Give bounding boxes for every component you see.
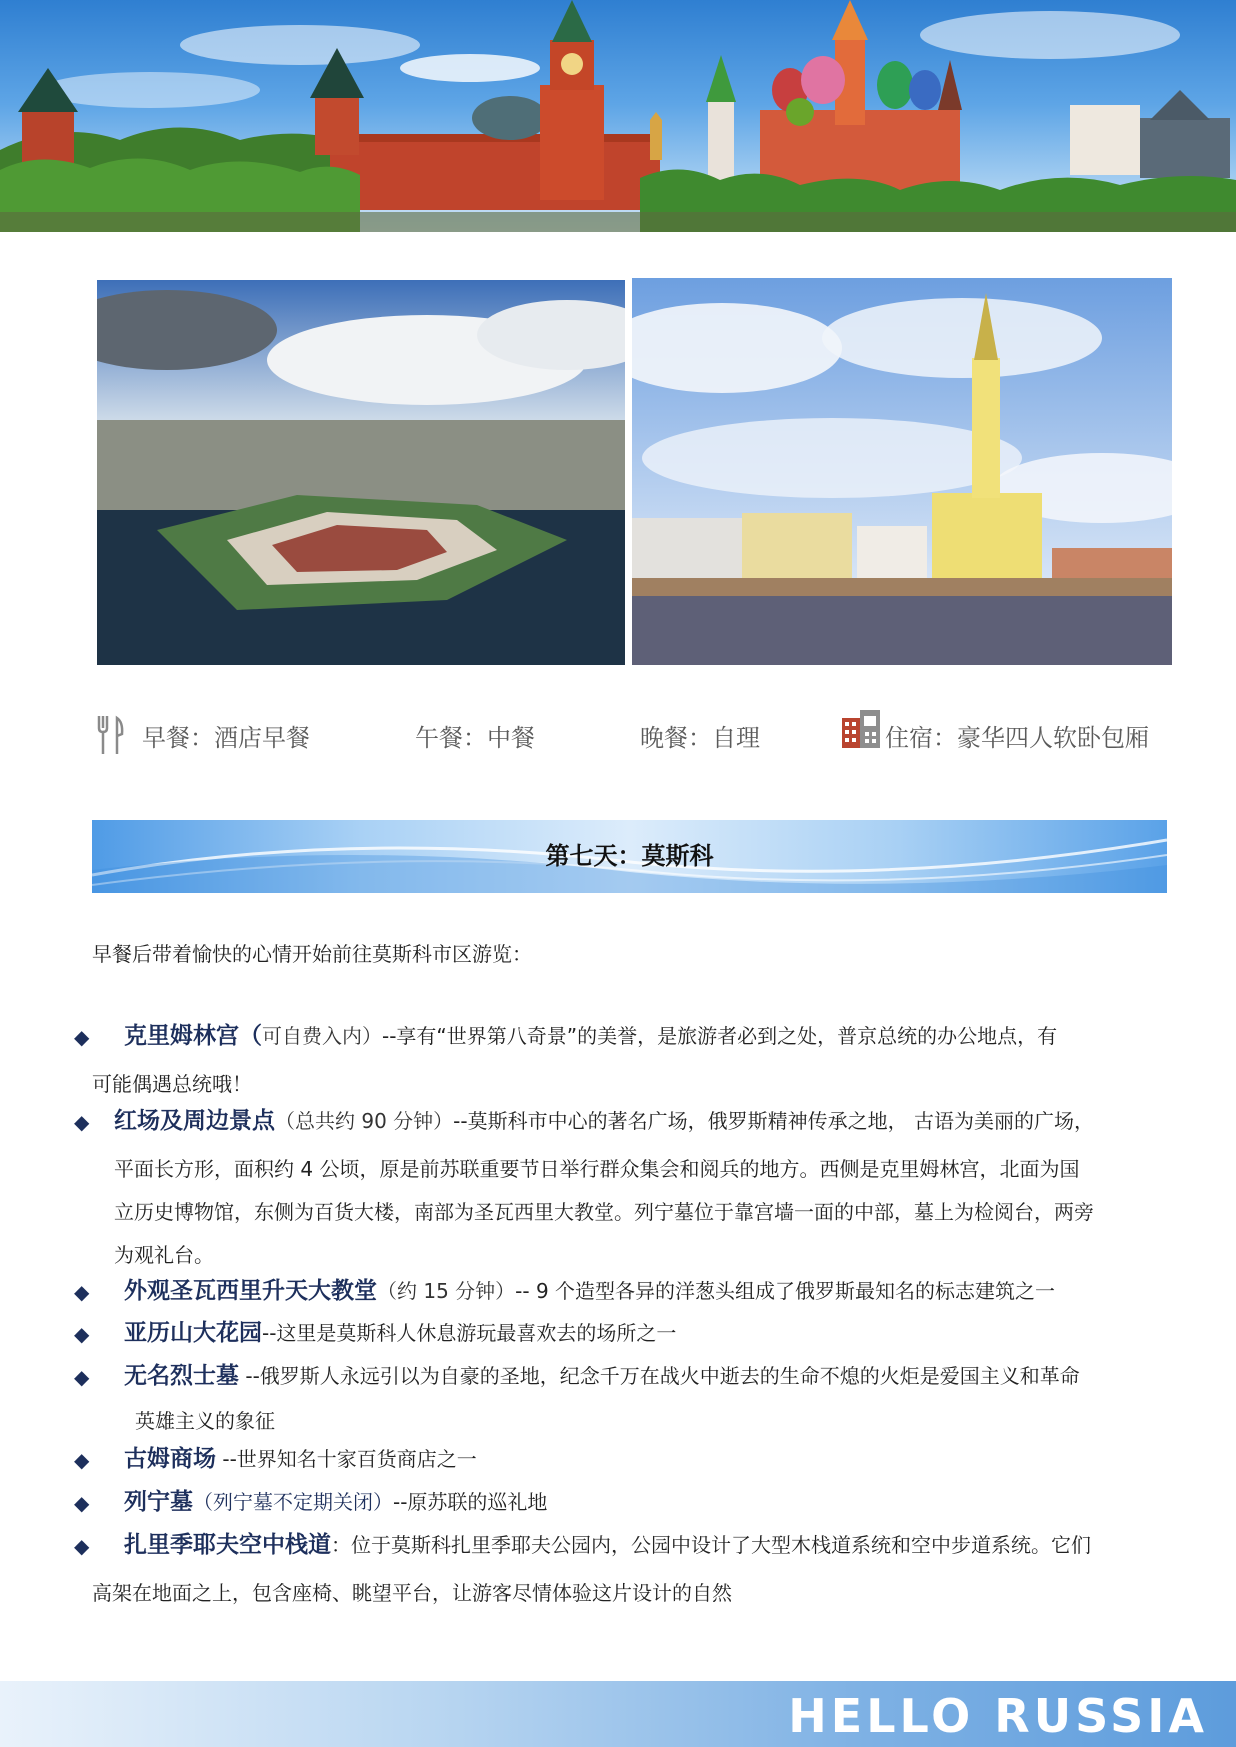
footer-bar <box>0 1681 1236 1747</box>
attraction-desc-continued: 高架在地面之上，包含座椅、眺望平台，让游客尽情体验这片设计的自然 <box>92 1581 732 1605</box>
photo-peter-and-paul-cathedral <box>632 278 1172 665</box>
breakfast-info <box>142 718 310 753</box>
bullet-icon: ◆ <box>74 1365 90 1389</box>
attraction-name: 红场及周边景点 <box>114 1108 275 1134</box>
attraction-name: 外观圣瓦西里升天大教堂 <box>124 1278 377 1304</box>
attraction-desc-continued: 可能偶遇总统哦！ <box>92 1072 252 1096</box>
fork-knife-icon <box>95 714 125 756</box>
attraction-desc-continued: 平面长方形，面积约 4 公顷，原是前苏联重要节日举行群众集会和阅兵的地方。西侧是克里姆林宫，北面为国 <box>114 1157 1080 1181</box>
photo-saint-petersburg-aerial <box>97 280 625 665</box>
attraction-note: 可自费入内） <box>262 1024 382 1048</box>
bullet-icon: ◆ <box>74 1448 90 1472</box>
breakfast-label: 早餐： <box>142 724 214 752</box>
attraction-desc: --莫斯科市中心的著名广场，俄罗斯精神传承之地， 古语为美丽的广场， <box>453 1109 1094 1133</box>
attraction-desc: ：位于莫斯科扎里季耶夫公园内，公园中设计了大型木栈道系统和空中步道系统。它们 <box>331 1533 1091 1557</box>
attraction-name: 亚历山大花园 <box>124 1320 262 1346</box>
bullet-icon: ◆ <box>74 1280 90 1304</box>
attraction-desc-continued: 英雄主义的象征 <box>135 1409 275 1433</box>
attraction-note: （列宁墓不定期关闭） <box>193 1490 393 1514</box>
lunch-info: 午餐：中餐 <box>415 724 535 752</box>
attraction-desc-continued: 为观礼台。 <box>114 1243 214 1267</box>
dinner-info: 晚餐：自理 <box>640 724 760 752</box>
attraction-desc-continued: 立历史博物馆，东侧为百货大楼，南部为圣瓦西里大教堂。列宁墓位于靠宫墙一面的中部，墓上为检阅台，两旁 <box>114 1200 1094 1224</box>
meals-row <box>0 708 1236 768</box>
attraction-note: （总共约 90 分钟） <box>275 1109 454 1133</box>
hotel-icon <box>840 708 882 750</box>
breakfast-value: 酒店早餐 <box>214 724 310 752</box>
attraction-note: （约 15 分钟） <box>377 1279 516 1303</box>
footer-title: HELLO RUSSIA <box>788 1689 1208 1743</box>
header-banner-image <box>0 0 1236 232</box>
attraction-desc: -- 9 个造型各异的洋葱头组成了俄罗斯最知名的标志建筑之一 <box>515 1279 1056 1303</box>
bullet-icon: ◆ <box>74 1110 90 1134</box>
attraction-name: 无名烈士墓 <box>124 1363 239 1389</box>
day-title-bar <box>92 820 1167 893</box>
attraction-desc: --原苏联的巡礼地 <box>393 1490 548 1514</box>
attraction-desc: --这里是莫斯科人休息游玩最喜欢去的场所之一 <box>262 1321 677 1345</box>
attraction-name: 克里姆林宫（ <box>124 1023 262 1049</box>
intro-text: 早餐后带着愉快的心情开始前往莫斯科市区游览： <box>92 942 532 966</box>
bullet-icon: ◆ <box>74 1025 90 1049</box>
attraction-name: 扎里季耶夫空中栈道 <box>124 1532 331 1558</box>
attraction-desc: --世界知名十家百货商店之一 <box>216 1447 477 1471</box>
bullet-icon: ◆ <box>74 1491 90 1515</box>
day-title: 第七天：莫斯科 <box>545 842 714 870</box>
bullet-icon: ◆ <box>74 1534 90 1558</box>
attraction-name: 古姆商场 <box>124 1446 216 1472</box>
hotel-info: 住宿：豪华四人软卧包厢 <box>885 724 1149 752</box>
attraction-name: 列宁墓 <box>124 1489 193 1515</box>
bullet-icon: ◆ <box>74 1322 90 1346</box>
attraction-desc: --享有“世界第八奇景”的美誉，是旅游者必到之处，普京总统的办公地点，有 <box>382 1024 1058 1048</box>
attraction-desc: --俄罗斯人永远引以为自豪的圣地，纪念千万在战火中逝去的生命不熄的火炬是爱国主义和革命 <box>239 1364 1080 1388</box>
